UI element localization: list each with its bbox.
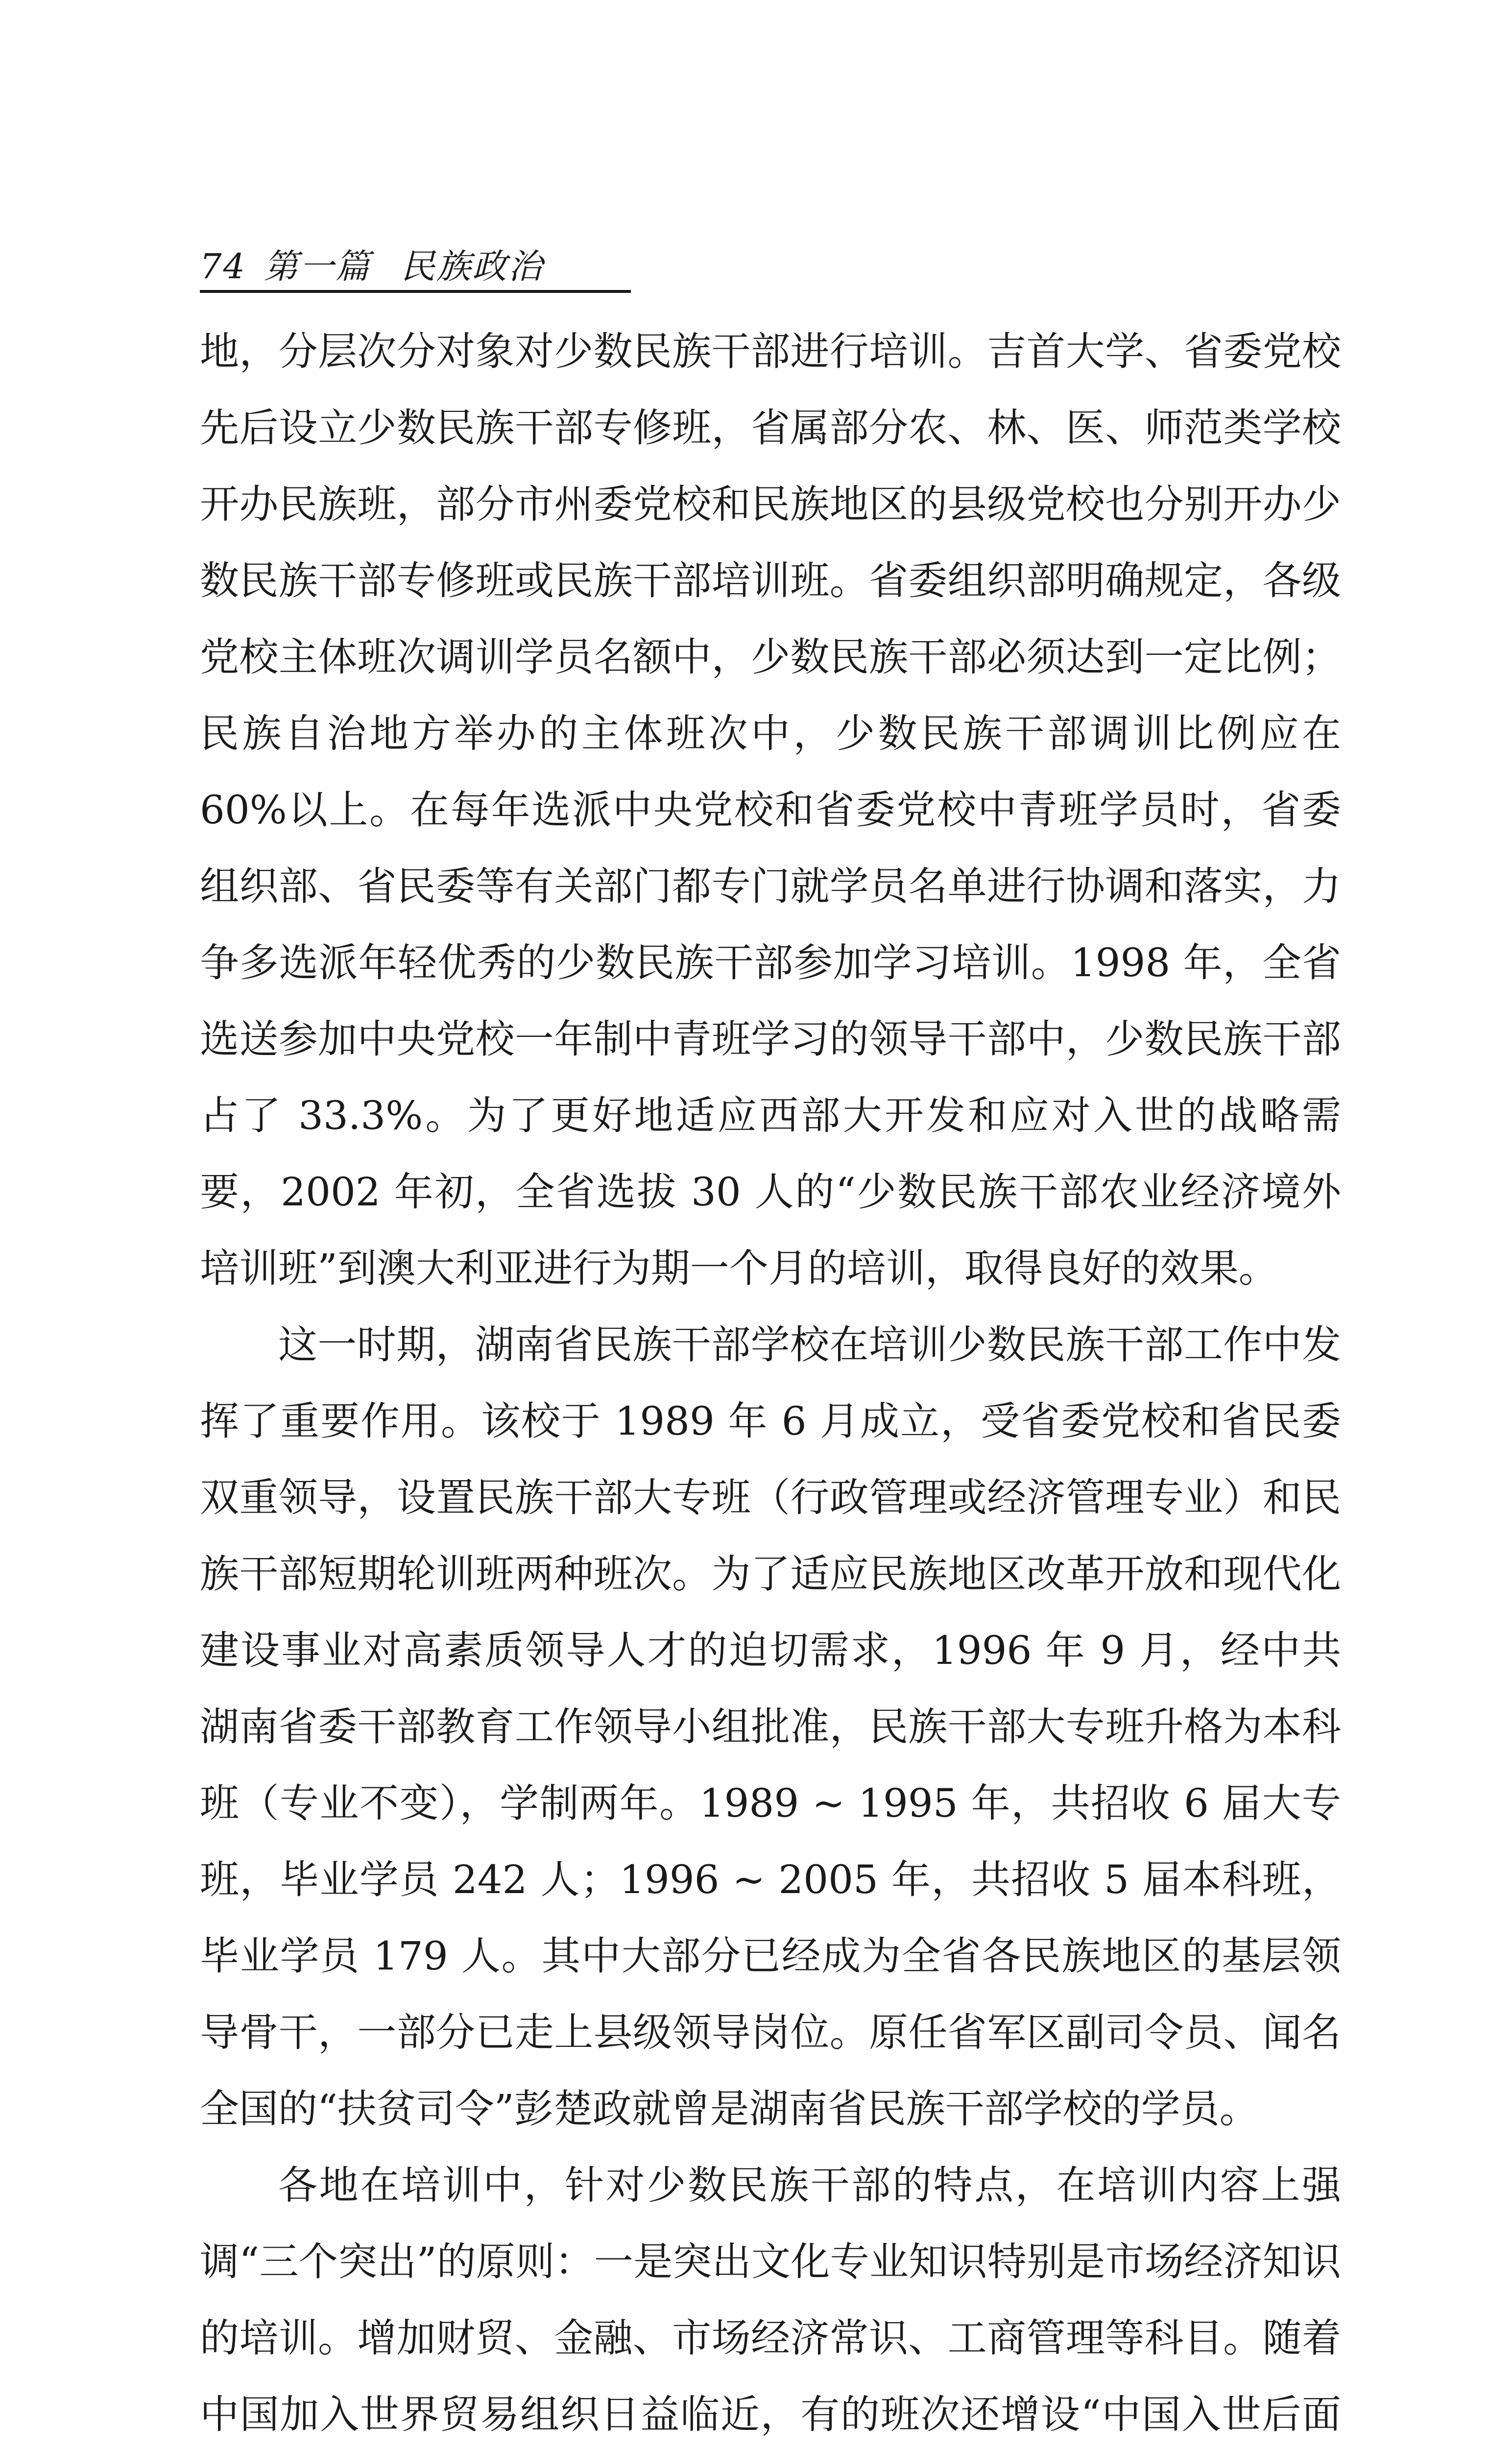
paragraph-3: 各地在培训中，针对少数民族干部的特点，在培训内容上强调“三个突出”的原则：一是突出文化专业知识特别是市场经济知识的培训。增加财贸、金融、市场经济常识、工商管理等科目。随着中国加入世界贸易组织日益临近，有的班次还增设“中国入世后面 bbox=[200, 2162, 1341, 2437]
part-label: 第一篇 bbox=[264, 246, 371, 287]
running-header bbox=[200, 239, 626, 288]
header-spacer bbox=[374, 246, 399, 287]
header-spacer bbox=[249, 246, 261, 287]
page-number: 74 bbox=[200, 246, 247, 287]
paragraph-1: 地，分层次分对象对少数民族干部进行培训。吉首大学、省委党校先后设立少数民族干部专修班，省属部分农、林、医、师范类学校开办民族班，部分市州委党校和民族地区的县级党校也分别开办少数民族干部专修班或民族干部培训班。省委组织部明确规定，各级党校主体班次调训学员名额中，少数民族干部必须达到一定比例；民族自治地方举办的主体班次中，少数民族干部调训比例应在60%以上。在每年选派中央党校和省委党校中青班学员时，省委组织部、省民委等有关部门都专门就学员名单进行协调和落实，力争多选派年轻优秀的少数民族干部参加学习培训。1998 年，全省选送参加中央党校一年制中青班学习的领导干部中，少数民族干部占了 33.3%。为了更好地适应西部大开发和应对入世的战略需要，2002 年初，全省选拔 30 人的“少数民族干部农业经济境外培训班”到澳大利亚进行为期一个月的培训，取得良好的效果。 bbox=[200, 329, 1341, 1291]
chapter-title: 民族政治 bbox=[401, 246, 544, 287]
paragraph-2: 这一时期，湖南省民族干部学校在培训少数民族干部工作中发挥了重要作用。该校于 1989 年 6 月成立，受省委党校和省民委双重领导，设置民族干部大专班（行政管理或经济管理专业）和民族干部短期轮训班两种班次。为了适应民族地区改革开放和现代化建设事业对高素质领导人才的迫切需求，1996 年 9 月，经中共湖南省委干部教育工作领导小组批准，民族干部大专班升格为本科班（专业不变），学制两年。1989 ~ 1995 年，共招收 6 届大专班，毕业学员 242 人；1996 ~ 2005 年，共招收 5 届本科班，毕业学员 179 人。其中大部分已经成为全省各民族地区的基层领导骨干，一部分已走上县级领导岗位。原任省军区副司令员、闻名全国的“扶贫司令”彭楚政就曾是湖南省民族干部学校的学员。 bbox=[200, 1322, 1341, 2132]
header-rule bbox=[200, 290, 631, 293]
body-text bbox=[200, 313, 1341, 2449]
